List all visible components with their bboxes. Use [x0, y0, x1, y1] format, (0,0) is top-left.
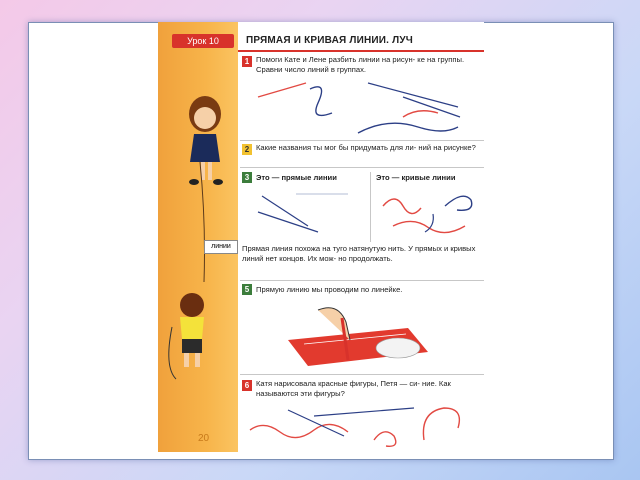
curved-lines-heading: Это — кривые линии [376, 173, 456, 182]
lines-tag-label: линии [204, 240, 238, 254]
straight-lines-heading: Это — прямые линии [256, 173, 337, 182]
boy-illustration [158, 287, 238, 407]
rule-text: Прямая линия похожа на туго натянутую нить. У прямых и кривых линий нет концов. Их мож- но продолжать. [242, 244, 476, 263]
divider-1 [240, 140, 484, 141]
task-5-number: 5 [242, 284, 252, 295]
title-underline [238, 50, 484, 52]
column-divider [370, 172, 371, 242]
lesson-number-tab: Урок 10 [172, 34, 234, 48]
task-2-number: 2 [242, 144, 252, 155]
curved-lines-figure [373, 186, 483, 246]
divider-4 [240, 374, 484, 375]
left-illustration-column [158, 22, 238, 452]
task-6-text: Катя нарисовала красные фигуры, Петя — си- ние. Как называются эти фигуры? [256, 379, 451, 398]
task-2-text: Какие названия ты мог бы придумать для ли- ний на рисунке? [256, 143, 476, 152]
task-1-text: Помоги Кате и Лене разбить линии на рисун- ке на группы. Сравни число линий в группах. [256, 55, 465, 74]
page-title: ПРЯМАЯ И КРИВАЯ ЛИНИИ. ЛУЧ [246, 35, 413, 46]
divider-3 [240, 280, 484, 281]
ruler-drawing-illustration [278, 300, 438, 390]
task-1-number: 1 [242, 56, 252, 67]
task-6-figures [244, 400, 484, 460]
task-1-lines-figure [248, 77, 478, 147]
task-3-number: 3 [242, 172, 252, 183]
task-5-text: Прямую линию мы проводим по линейке. [256, 285, 403, 294]
page-number: 20 [198, 433, 210, 444]
textbook-page [158, 22, 484, 452]
divider-2 [240, 167, 484, 168]
task-6-number: 6 [242, 380, 252, 391]
straight-lines-figure [248, 186, 368, 246]
